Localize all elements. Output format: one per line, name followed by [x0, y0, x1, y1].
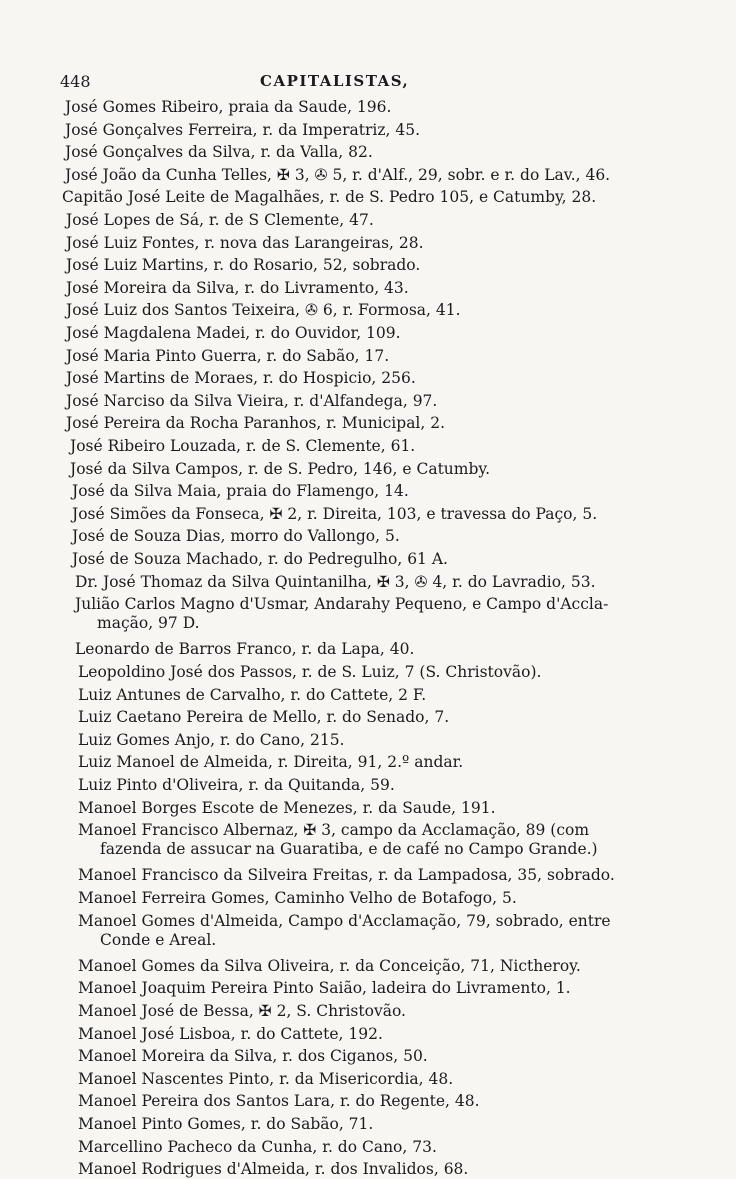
entry-text: Luiz Pinto d'Oliveira, r. da Quitanda, 59.	[78, 776, 395, 794]
entry-text: Marcellino Pacheco da Cunha, r. do Cano, 73.	[78, 1137, 437, 1156]
directory-entry	[78, 1138, 437, 1157]
directory-entry	[72, 527, 400, 546]
entry-text: José Ribeiro Louzada, r. de S. Clemente, 61.	[70, 437, 416, 455]
directory-entry	[75, 573, 596, 592]
directory-entry	[78, 663, 541, 682]
directory-entry	[75, 640, 414, 659]
directory-entry	[78, 686, 426, 705]
directory-entry	[72, 482, 409, 501]
entry-text: Luiz Gomes Anjo, r. do Cano, 215.	[78, 730, 345, 749]
entry-text: Manoel Francisco da Silveira Freitas, r. da Lampadosa, 35, sobrado.	[78, 866, 615, 885]
entry-text: Manoel Francisco Albernaz, ✠ 3, campo da Acclamação, 89 (com	[78, 821, 590, 840]
entry-text: José Gomes Ribeiro, praia da Saude, 196.	[65, 98, 392, 116]
directory-entry	[78, 821, 598, 859]
entry-text: José Luiz dos Santos Teixeira, ✇ 6, r. Formosa, 41.	[66, 301, 461, 320]
directory-entry	[62, 188, 596, 207]
entry-text: Manoel Ferreira Gomes, Caminho Velho de Botafogo, 5.	[78, 889, 517, 907]
entry-continuation: mação, 97 D.	[97, 614, 200, 633]
entry-text: Manoel Pinto Gomes, r. do Sabão, 71.	[78, 1115, 374, 1133]
directory-entry	[78, 979, 571, 998]
directory-entry	[78, 799, 496, 818]
directory-entry	[66, 392, 437, 411]
entry-text: José Maria Pinto Guerra, r. do Sabão, 17.	[66, 346, 390, 365]
entry-text: José Narciso da Silva Vieira, r. d'Alfandega, 97.	[66, 391, 438, 410]
entry-text: José Martins de Moraes, r. do Hospicio, 256.	[66, 369, 416, 388]
directory-entry	[78, 866, 615, 885]
directory-entry	[70, 437, 415, 456]
entry-text: José João da Cunha Telles, ✠ 3, ✇ 5, r. d'Alf., 29, sobr. e r. do Lav., 46.	[65, 165, 611, 184]
directory-entry	[66, 211, 374, 230]
directory-entry	[72, 550, 448, 569]
entry-text: José Pereira da Rocha Paranhos, r. Municipal, 2.	[66, 414, 446, 433]
entry-text: José Lopes de Sá, r. de S Clemente, 47.	[66, 211, 374, 229]
directory-entry	[65, 121, 420, 140]
directory-entry	[78, 889, 517, 908]
directory-entry	[66, 279, 409, 298]
entry-text: José da Silva Maia, praia do Flamengo, 14.	[72, 482, 409, 501]
directory-entry	[78, 912, 611, 950]
directory-entry	[66, 369, 416, 388]
entry-text: Manoel Pereira dos Santos Lara, r. do Regente, 48.	[78, 1092, 480, 1111]
directory-entry	[78, 776, 395, 795]
entry-text: José Magdalena Madei, r. do Ouvidor, 109.	[66, 324, 401, 342]
entry-text: Luiz Caetano Pereira de Mello, r. do Senado, 7.	[78, 708, 450, 727]
entry-text: Leopoldino José dos Passos, r. de S. Luiz, 7 (S. Christovão).	[78, 663, 542, 681]
directory-entry	[72, 505, 597, 524]
entry-text: José de Souza Dias, morro do Vallongo, 5.	[72, 527, 400, 546]
directory-entry	[65, 143, 373, 162]
entry-text: Manoel Gomes da Silva Oliveira, r. da Conceição, 71, Nictheroy.	[78, 956, 581, 975]
directory-entry	[78, 957, 581, 976]
entry-text: José Gonçalves Ferreira, r. da Imperatriz, 45.	[65, 120, 421, 139]
entry-text: Manoel Joaquim Pereira Pinto Saião, ladeira do Livramento, 1.	[78, 979, 571, 998]
entry-text: Manoel Nascentes Pinto, r. da Misericordia, 48.	[78, 1069, 454, 1088]
directory-entry	[78, 731, 344, 750]
entry-text: Leonardo de Barros Franco, r. da Lapa, 40.	[75, 640, 415, 659]
directory-entry	[66, 256, 420, 275]
entry-text: Luiz Manoel de Almeida, r. Direita, 91, 2.º andar.	[78, 753, 464, 772]
entry-text: José Gonçalves da Silva, r. da Valla, 82.	[65, 143, 373, 162]
entry-text: Manoel Rodrigues d'Almeida, r. dos Invalidos, 68.	[78, 1160, 469, 1179]
entry-text: Manoel Borges Escote de Menezes, r. da Saude, 191.	[78, 798, 496, 817]
entry-continuation: Conde e Areal.	[100, 930, 217, 949]
directory-entry	[78, 1092, 480, 1111]
entry-text: Julião Carlos Magno d'Usmar, Andarahy Pequeno, e Campo d'Accla-	[75, 595, 609, 614]
entry-text: Luiz Antunes de Carvalho, r. do Cattete, 2 F.	[78, 685, 427, 704]
directory-entry	[65, 98, 391, 117]
page-header	[60, 72, 460, 96]
entry-text: José Simões da Fonseca, ✠ 2, r. Direita, 103, e travessa do Paço, 5.	[72, 504, 598, 523]
entry-text: Manoel José Lisboa, r. do Cattete, 192.	[78, 1024, 383, 1043]
directory-entry	[66, 414, 445, 433]
entry-text: Manoel Moreira da Silva, r. dos Ciganos, 50.	[78, 1047, 428, 1066]
directory-entry	[78, 1115, 373, 1134]
entry-continuation: fazenda de assucar na Guaratiba, e de café no Campo Grande.)	[100, 840, 598, 859]
directory-entry	[75, 595, 608, 633]
entry-text: Dr. José Thomaz da Silva Quintanilha, ✠ 3, ✇ 4, r. do Lavradio, 53.	[75, 572, 596, 591]
entry-text: José Moreira da Silva, r. do Livramento, 43.	[66, 278, 409, 297]
directory-entry	[65, 166, 610, 185]
directory-entry	[66, 234, 424, 253]
directory-entry	[66, 301, 461, 320]
directory-entry	[78, 1070, 453, 1089]
entry-text: Manoel Gomes d'Almeida, Campo d'Acclamação, 79, sobrado, entre	[78, 911, 611, 930]
entry-text: José Luiz Martins, r. do Rosario, 52, sobrado.	[66, 256, 421, 275]
page-number: 448	[60, 72, 91, 91]
running-title: CAPITALISTAS,	[260, 72, 410, 90]
directory-entry	[78, 1047, 428, 1066]
entry-text: José Luiz Fontes, r. nova das Larangeiras, 28.	[66, 233, 424, 252]
directory-entry	[78, 753, 463, 772]
directory-entry	[78, 1160, 468, 1179]
entry-text: Capitão José Leite de Magalhães, r. de S. Pedro 105, e Catumby, 28.	[62, 188, 597, 207]
entry-text: José de Souza Machado, r. do Pedregulho, 61 A.	[72, 550, 448, 568]
entry-text: Manoel José de Bessa, ✠ 2, S. Christovão.	[78, 1002, 406, 1020]
entry-text: José da Silva Campos, r. de S. Pedro, 146, e Catumby.	[70, 459, 491, 478]
directory-entry	[78, 708, 449, 727]
directory-entry	[78, 1002, 406, 1021]
directory-entry	[78, 1025, 383, 1044]
directory-entry	[66, 347, 389, 366]
directory-entry	[70, 460, 490, 479]
directory-entry	[66, 324, 401, 343]
